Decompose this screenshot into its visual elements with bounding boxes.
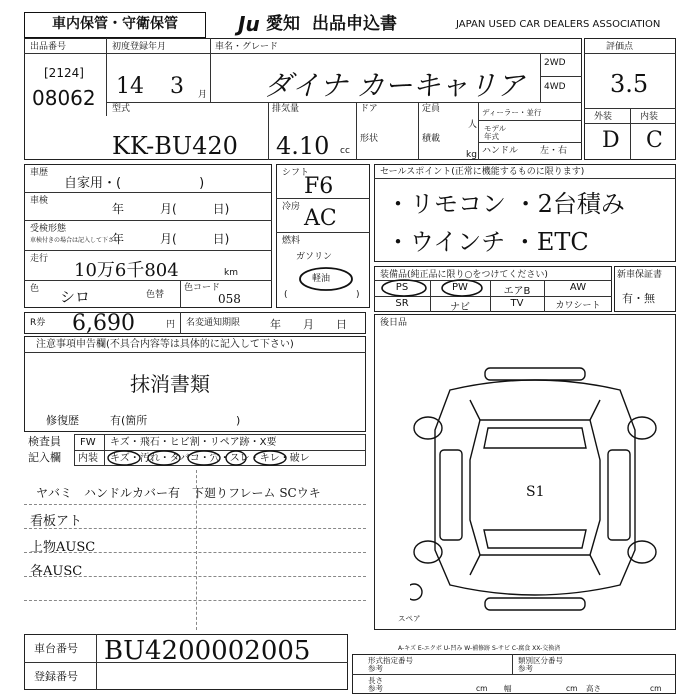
equipment-sr: SR	[395, 298, 409, 309]
memo-line3: 上物AUSC	[30, 540, 96, 555]
spec-length-sub: 参考	[368, 684, 383, 693]
exterior-label: 外装	[594, 112, 613, 122]
memo-line4: 各AUSC	[30, 564, 83, 579]
memo-line1: ヤバミ ハンドルカバー有 下廻りフレーム SCウキ	[36, 486, 321, 500]
equipment-pw: PW	[452, 282, 468, 293]
lot-number: 08062	[32, 86, 96, 110]
shift-value: F6	[304, 174, 334, 199]
displacement-unit: cc	[340, 146, 350, 156]
capacity-label: 定員	[422, 104, 441, 114]
registration-label: 初度登録年月	[112, 42, 167, 52]
model-year-label: モデル	[484, 124, 507, 133]
mileage-value: 10万6千804	[74, 260, 179, 281]
exterior-grade: D	[602, 128, 620, 153]
equipment-navi: ナビ	[450, 302, 470, 313]
mileage-unit: km	[224, 268, 238, 278]
body-damage-mark: S1	[526, 484, 545, 500]
chassis-label: 車台番号	[34, 642, 78, 655]
mileage-label: 走行	[30, 254, 49, 264]
equipment-label: 装備品(純正品に限り○をつけてください)	[380, 270, 548, 280]
inspection-value: 年 月( 日)	[112, 202, 230, 216]
equipment-airbag: エアB	[503, 286, 531, 297]
name-change-value: 年 月 日	[270, 318, 347, 331]
fuel-label: 燃料	[282, 236, 301, 246]
load-unit: kg	[466, 150, 477, 160]
month-unit: 月	[198, 90, 208, 100]
spec-class-label: 類別区分番号	[518, 656, 563, 665]
cooling-value: AC	[304, 206, 337, 231]
org-name: 愛知	[266, 14, 300, 34]
shape-label: 形状	[360, 134, 379, 144]
fuel-diesel: 軽油	[312, 274, 331, 284]
lot-label: 出品番号	[30, 42, 67, 52]
color-code-value: 058	[218, 292, 241, 306]
color-change-label: 色替	[146, 290, 165, 300]
history-value: 自家用・( )	[64, 176, 205, 191]
repair-label: 修復歴	[46, 414, 79, 427]
warranty-label: 新車保証書	[617, 270, 663, 280]
notes-label: 注意事項申告欄(不具合内容等は具体的に記入して下さい)	[36, 339, 294, 350]
memo-line2: 看板アト	[30, 514, 83, 529]
spec-length-unit: cm	[476, 684, 488, 693]
recycle-value: 6,690	[72, 311, 135, 336]
equipment-aw: AW	[569, 282, 587, 293]
remarks-label: 後日品	[380, 318, 408, 328]
color-code-label: 色コード	[184, 283, 221, 293]
repair-paren: )	[236, 414, 241, 427]
spec-width-unit: cm	[566, 684, 578, 693]
dealer-label: ディーラー・並行	[482, 108, 542, 117]
history-label: 車歴	[30, 168, 49, 178]
recycle-unit: 円	[166, 320, 176, 330]
cooling-label: 冷房	[282, 202, 301, 212]
spare-label: スペア	[398, 614, 421, 623]
fuel-gasoline: ガソリン	[296, 252, 333, 262]
capacity-unit: 人	[468, 120, 478, 130]
spec-height-unit: cm	[650, 684, 662, 693]
interior-grade: C	[646, 128, 663, 153]
reception-value: 年 月( 日)	[112, 232, 230, 246]
selling-points-label: セールスポイント(正常に機能するものに限ります)	[380, 167, 585, 177]
spec-height-label: 高さ	[586, 684, 601, 693]
lot-sub-number: [2124]	[44, 66, 84, 80]
fw-items: キズ・飛石・ヒビ割・リペア跡・X要	[110, 437, 277, 448]
ju-logo: Ju	[238, 12, 260, 36]
storage-title: 車内保管・守衛保管	[24, 12, 206, 38]
registration-number-label: 登録番号	[34, 670, 78, 683]
inspector-label2: 記入欄	[28, 451, 61, 464]
notes-handwritten: 抹消書類	[130, 372, 210, 396]
interior-label: 内装	[640, 112, 659, 122]
drive-4wd: 4WD	[544, 82, 566, 92]
drive-2wd: 2WD	[544, 58, 566, 68]
car-name-label: 車名・グレード	[215, 42, 279, 52]
rating-label: 評価点	[606, 42, 634, 52]
name-change-label: 名変通知期限	[186, 318, 241, 328]
displacement-value: 4.10	[276, 132, 330, 160]
model-year-label2: 年式	[484, 132, 499, 141]
interior-circle-marks	[106, 448, 296, 468]
handle-options: 左・右	[540, 146, 568, 156]
rating-score: 3.5	[610, 70, 649, 98]
equipment-ps: PS	[395, 282, 409, 293]
repair-value: 有(箇所	[110, 414, 148, 427]
equipment-tv: TV	[510, 298, 524, 309]
inspection-label: 車検	[30, 196, 49, 206]
inspector-label: 検査員	[28, 435, 61, 448]
spec-type-label: 形式指定番号	[368, 656, 413, 665]
chassis-number: BU4200002005	[104, 636, 311, 666]
form-title: 出品申込書	[312, 14, 397, 34]
load-label: 積載	[422, 134, 441, 144]
doors-label: ドア	[360, 104, 378, 114]
car-name-value: ダイナ カーキャリア	[264, 69, 525, 102]
interior-inspect-items: キズ・汚れ・タバコ・穴・スレ・キレ・破レ	[110, 453, 310, 464]
fuel-circle-mark	[296, 264, 356, 294]
fuel-paren-close: )	[356, 290, 360, 300]
association-name: JAPAN USED CAR DEALERS ASSOCIATION	[456, 19, 661, 30]
interior-inspect-label: 内装	[78, 453, 98, 464]
model-value: KK-BU420	[112, 132, 238, 160]
displacement-label: 排気量	[272, 104, 300, 114]
color-value: シロ	[60, 288, 91, 306]
recycle-label: R券	[30, 318, 46, 328]
registration-month: 3	[170, 74, 184, 99]
color-label: 色	[30, 284, 40, 294]
selling-point-line2: ・ウインチ ・ETC	[386, 228, 589, 256]
spec-width-label: 幅	[504, 684, 512, 693]
reception-note: 車検付きの場合は記入して下さい	[30, 237, 121, 244]
spec-length-label: 長さ	[368, 676, 383, 685]
damage-legend: A-キズ E-エクボ U-凹み W-補修跡 S-サビ C-腐食 XX-交換済	[398, 645, 561, 652]
warranty-value: 有・無	[622, 292, 655, 305]
fw-label: FW	[80, 437, 96, 448]
model-label: 型式	[112, 104, 131, 114]
spec-class-sub: 参考	[518, 664, 533, 673]
registration-year: 14	[116, 74, 144, 99]
selling-point-line1: ・リモコン ・2台積み	[386, 190, 625, 218]
handle-label: ハンドル	[482, 146, 519, 156]
fuel-paren-open: (	[284, 290, 288, 300]
reception-label: 受検形態	[30, 224, 67, 234]
spec-type-sub: 参考	[368, 664, 383, 673]
equipment-leather-seat: カワシート	[555, 301, 601, 311]
shift-label: シフト	[282, 168, 310, 178]
equipment-circle-marks	[380, 276, 490, 298]
